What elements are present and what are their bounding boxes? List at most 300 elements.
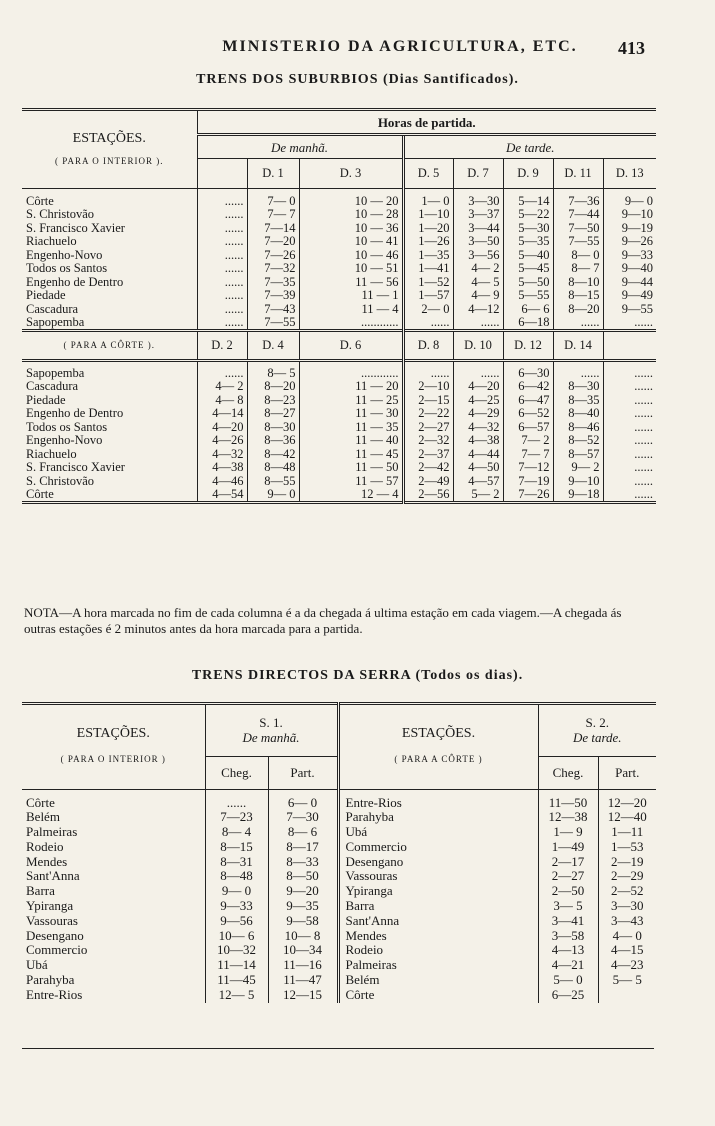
time-cell: 4— 2 [453,262,503,276]
time-cell: 1—10 [403,208,453,222]
time-cell: 12—38 [538,810,598,825]
time-cell: 8—36 [247,434,299,448]
time-cell: 8—15 [205,840,268,855]
time-cell: 4—57 [453,475,503,489]
tarde-header: De tarde. [403,135,656,159]
time-cell: 11 — 45 [299,448,403,462]
table-row [22,825,656,840]
time-cell: ...... [553,316,603,331]
time-cell: 3—37 [453,208,503,222]
estacoes-label: ESTAÇÕES. [72,130,146,146]
time-cell: 1—53 [598,840,656,855]
time-cell: 4—25 [453,394,503,408]
time-cell: 4—23 [598,958,656,973]
time-cell: ...... [603,394,656,408]
inbound-col-header: D. 10 [453,331,503,361]
time-cell: 3— 5 [538,899,598,914]
time-cell: 10 — 41 [299,235,403,249]
time-cell: 7—32 [247,262,299,276]
station-name: Piedade [26,392,66,407]
time-cell: 5—22 [503,208,553,222]
time-cell: 7—43 [247,303,299,317]
time-cell: 11—14 [205,958,268,973]
inbound-col-blank [603,331,656,361]
time-cell: 10 — 46 [299,249,403,263]
time-cell: 7— 7 [503,448,553,462]
station-name: Todos os Santos [26,261,108,276]
station-name: Cascadura [26,379,79,394]
time-cell: 1—52 [403,276,453,290]
s2-label: S. 2. [585,714,609,730]
table-row [22,929,656,944]
time-cell: 2—56 [403,488,453,503]
time-cell: 7— 0 [247,195,299,209]
table-row [22,303,656,317]
station-name: Engenho de Dentro [26,274,124,289]
time-cell: 2—10 [403,380,453,394]
suburb-section-title: TRENS DOS SUBURBIOS (Dias Santificados). [196,72,519,87]
time-cell: 6—47 [503,394,553,408]
time-cell: 6—18 [503,316,553,331]
s1-part-header: Part. [268,757,338,790]
time-cell: 1—20 [403,222,453,236]
time-cell: 9— 0 [603,195,656,209]
time-cell: 5—45 [503,262,553,276]
time-cell: ...... [197,262,247,276]
station-name: Sapopemba [26,315,85,329]
time-cell: 2—17 [538,855,598,870]
table-row [22,973,656,988]
time-cell: 4—21 [538,958,598,973]
serra-para-interior: ( PARA O INTERIOR ) [60,754,166,764]
time-cell: 7—39 [247,289,299,303]
station-name: Côrte [26,193,54,208]
time-cell: 5—55 [503,289,553,303]
time-cell: ...... [197,235,247,249]
time-cell: ...... [453,367,503,381]
time-cell: 3—50 [453,235,503,249]
time-cell: ...... [197,303,247,317]
time-cell: 11 — 30 [299,407,403,421]
time-cell: ...... [453,316,503,331]
station-name: Engenho de Dentro [26,406,124,421]
time-cell: 1—41 [403,262,453,276]
station-name: Palmeiras [338,958,538,973]
time-cell: 12—15 [268,988,338,1003]
time-cell: 1— 9 [538,825,598,840]
time-cell: 1—26 [403,235,453,249]
time-cell: 4—54 [197,488,247,503]
station-name: S. Francisco Xavier [26,220,125,235]
time-cell: 6—57 [503,421,553,435]
time-cell: 2—32 [403,434,453,448]
station-name: Ubá [26,957,48,973]
time-cell: 9—33 [205,899,268,914]
page-number: 413 [618,38,645,58]
time-cell: 6— 0 [268,796,338,811]
s1-header [205,704,338,757]
time-cell: 11—47 [268,973,338,988]
inbound-col-header: D. 6 [299,331,403,361]
time-cell: 9—19 [603,222,656,236]
table-row [22,488,656,503]
time-cell: ...... [603,448,656,462]
time-cell: 5— 0 [538,973,598,988]
time-cell: 10 — 51 [299,262,403,276]
bottom-rule [22,1048,654,1049]
time-cell: 8—31 [205,855,268,870]
time-cell: 1—35 [403,249,453,263]
time-cell: 12— 5 [205,988,268,1003]
time-cell: 5—35 [503,235,553,249]
time-cell: 7—35 [247,276,299,290]
time-cell: 10 — 20 [299,195,403,209]
station-name: Commercio [26,942,88,958]
station-name: Entre-Rios [26,986,83,1002]
time-cell: 7—14 [247,222,299,236]
time-cell: 9— 0 [205,884,268,899]
time-cell: 6— 6 [503,303,553,317]
time-cell: 7—20 [247,235,299,249]
time-cell: 4—20 [453,380,503,394]
serra-estacoes-right: ESTAÇÕES. [401,726,476,742]
suburb-timetable [22,108,656,506]
estacoes-header-cell [22,110,197,189]
station-name: Piedade [26,288,66,303]
station-name: Entre-Rios [338,796,538,811]
time-cell: 3—56 [453,249,503,263]
table-row [22,869,656,884]
station-name: Desengano [26,927,84,943]
station-name: S. Christovão [26,473,95,488]
serra-estacoes-left: ESTAÇÕES. [76,726,150,742]
time-cell: 11 — 57 [299,475,403,489]
time-cell: 7—19 [503,475,553,489]
time-cell: 9—44 [603,276,656,290]
time-cell: 9—56 [205,914,268,929]
time-cell: 8— 5 [247,367,299,381]
station-name: Vassouras [338,869,538,884]
table-row [22,810,656,825]
horas-partida-header: Horas de partida. [197,110,656,135]
time-cell: 7—23 [205,810,268,825]
time-cell: ............ [299,316,403,331]
time-cell: 10 — 36 [299,222,403,236]
time-cell: 3—30 [453,195,503,209]
table-row [22,367,656,381]
time-cell [598,988,656,1003]
time-cell: 7— 2 [503,434,553,448]
time-cell: 7—12 [503,461,553,475]
station-name: Todos os Santos [26,419,108,434]
time-cell: 8—27 [247,407,299,421]
station-name: S. Christovão [26,207,95,222]
time-cell: ............ [299,367,403,381]
time-cell: ...... [197,289,247,303]
table-row [22,235,656,249]
table-row [22,289,656,303]
serra-section-title: TRENS DIRECTOS DA SERRA (Todos os dias). [191,668,524,683]
time-cell: 3—43 [598,914,656,929]
time-cell: 2—27 [403,421,453,435]
time-cell: 4—46 [197,475,247,489]
time-cell: 5— 5 [598,973,656,988]
time-cell: 10— 8 [268,929,338,944]
station-name: Riachuelo [26,446,77,461]
time-cell: 8—23 [247,394,299,408]
s1-sub: De manhã. [242,729,300,745]
time-cell: 9—35 [268,899,338,914]
table-row [22,394,656,408]
time-cell: 8—48 [205,869,268,884]
time-cell: 1—57 [403,289,453,303]
station-name: Sant'Anna [26,868,80,884]
time-cell: 11 — 56 [299,276,403,290]
inbound-col-header: D. 8 [403,331,453,361]
s2-header [538,704,656,757]
time-cell: ...... [603,488,656,503]
time-cell: 4— 2 [197,380,247,394]
time-cell: 8—20 [247,380,299,394]
station-name: Desengano [338,855,538,870]
time-cell: 3—44 [453,222,503,236]
table-row [22,958,656,973]
table-row [22,988,656,1003]
time-cell: 4—38 [197,461,247,475]
time-cell: ...... [197,367,247,381]
station-name: Ypiranga [26,898,74,914]
time-cell: 12—40 [598,810,656,825]
time-cell: 11 — 25 [299,394,403,408]
s1-label: S. 1. [259,714,283,730]
table-row [22,407,656,421]
inbound-col-header: D. 12 [503,331,553,361]
time-cell: 9—18 [553,488,603,503]
time-cell: ...... [403,367,453,381]
station-name: Belém [338,973,538,988]
time-cell: 4—38 [453,434,503,448]
time-cell: 11 — 35 [299,421,403,435]
time-cell: 4—44 [453,448,503,462]
table-row [22,249,656,263]
table-row [22,796,656,811]
time-cell: 4—20 [197,421,247,435]
time-cell: 11—16 [268,958,338,973]
time-cell: 2—19 [598,855,656,870]
time-cell: 12 — 4 [299,488,403,503]
time-cell: 8— 0 [553,249,603,263]
table-row [22,943,656,958]
time-cell: 4—14 [197,407,247,421]
s1-cheg-header: Cheg. [205,757,268,790]
time-cell: 2—22 [403,407,453,421]
time-cell: 4—32 [197,448,247,462]
time-cell: ...... [197,249,247,263]
time-cell: 9—10 [553,475,603,489]
time-cell: ...... [603,421,656,435]
time-cell: 8—46 [553,421,603,435]
time-cell: 9—55 [603,303,656,317]
outbound-col-header: D. 13 [603,159,656,189]
time-cell: 8—30 [247,421,299,435]
time-cell: 8—50 [268,869,338,884]
outbound-col-header: D. 9 [503,159,553,189]
time-cell: 5—30 [503,222,553,236]
time-cell: 8—52 [553,434,603,448]
outbound-col-header: D. 3 [299,159,403,189]
time-cell: 2—52 [598,884,656,899]
serra-para-corte: ( PARA A CÔRTE ) [394,754,483,764]
time-cell: 9—26 [603,235,656,249]
time-cell: ...... [197,195,247,209]
time-cell: 9—49 [603,289,656,303]
station-name: Palmeiras [26,824,78,840]
time-cell: 1—11 [598,825,656,840]
station-name: Sant'Anna [338,914,538,929]
station-name: Ypiranga [338,884,538,899]
time-cell: ...... [603,434,656,448]
para-corte-label: ( PARA A CÔRTE ). [63,340,155,350]
station-name: Vassouras [26,912,78,928]
station-name: Mendes [26,853,68,869]
time-cell: ...... [603,367,656,381]
time-cell: 4—50 [453,461,503,475]
time-cell: 8—35 [553,394,603,408]
time-cell: 7— 7 [247,208,299,222]
time-cell: 10—34 [268,943,338,958]
table-row [22,434,656,448]
time-cell: 8—42 [247,448,299,462]
station-name: Ubá [338,825,538,840]
time-cell: 8—30 [553,380,603,394]
station-name: Barra [338,899,538,914]
time-cell: 2—27 [538,869,598,884]
table-row [22,840,656,855]
time-cell: 9—40 [603,262,656,276]
time-cell: 3—30 [598,899,656,914]
s2-sub: De tarde. [572,729,622,745]
time-cell: 4— 8 [197,394,247,408]
time-cell: 5— 2 [453,488,503,503]
time-cell: 10— 6 [205,929,268,944]
time-cell: ...... [603,461,656,475]
outbound-col-header: D. 7 [453,159,503,189]
time-cell: 2—15 [403,394,453,408]
time-cell: 10—32 [205,943,268,958]
time-cell: 2—42 [403,461,453,475]
table-row [22,448,656,462]
time-cell: 8—20 [553,303,603,317]
time-cell: 4—32 [453,421,503,435]
time-cell: 11—45 [205,973,268,988]
time-cell: ...... [603,316,656,331]
station-name: Sapopemba [26,365,85,380]
time-cell: 5—50 [503,276,553,290]
time-cell: 5—14 [503,195,553,209]
station-name: Cascadura [26,301,79,316]
time-cell: 4— 9 [453,289,503,303]
time-cell: 11—50 [538,796,598,811]
s2-cheg-header: Cheg. [538,757,598,790]
inbound-col-header: D. 4 [247,331,299,361]
time-cell: 8—40 [553,407,603,421]
time-cell: ...... [197,316,247,331]
station-name: Parahyba [338,810,538,825]
serra-right-header-cell [338,704,538,790]
time-cell: 2—50 [538,884,598,899]
time-cell: 4—12 [453,303,503,317]
outbound-col-blank [197,159,247,189]
time-cell: 11 — 20 [299,380,403,394]
station-name: Mendes [338,929,538,944]
time-cell: 9—20 [268,884,338,899]
table-row [22,421,656,435]
serra-left-header-cell [22,704,205,790]
inbound-col-header: D. 14 [553,331,603,361]
table-row [22,208,656,222]
time-cell: 7—36 [553,195,603,209]
station-name: S. Francisco Xavier [26,460,125,475]
time-cell: 7—55 [247,316,299,331]
time-cell: ...... [603,407,656,421]
table-row [22,262,656,276]
station-name: Rodeio [338,943,538,958]
timetable-note: NOTA—A hora marcada no fim de cada columna é a da chegada á ultima estação em cada viagem.—A chegada ás outras estações é 2 minutos antes da hora marcada para a partida. [24,605,622,636]
time-cell: ...... [603,475,656,489]
time-cell: 3—41 [538,914,598,929]
station-name: Côrte [26,487,54,501]
table-row [22,380,656,394]
time-cell: 8—33 [268,855,338,870]
time-cell: ...... [197,208,247,222]
time-cell: 8—48 [247,461,299,475]
time-cell: 6—25 [538,988,598,1003]
table-row [22,899,656,914]
time-cell: 4—13 [538,943,598,958]
station-name: Rodeio [26,838,64,854]
time-cell: 12—20 [598,796,656,811]
para-interior-label: ( PARA O INTERIOR ). [55,155,164,166]
station-name: Commercio [338,840,538,855]
time-cell: 2— 0 [403,303,453,317]
table-row [22,195,656,209]
time-cell: ...... [553,367,603,381]
time-cell: 8—17 [268,840,338,855]
time-cell: 9—10 [603,208,656,222]
time-cell: 8— 4 [205,825,268,840]
time-cell: 9—33 [603,249,656,263]
outbound-col-header: D. 11 [553,159,603,189]
station-name: Côrte [26,794,55,810]
time-cell: 7—26 [503,488,553,503]
table-row [22,461,656,475]
time-cell: 2—37 [403,448,453,462]
time-cell: 7—50 [553,222,603,236]
time-cell: 6—30 [503,367,553,381]
time-cell: 4— 5 [453,276,503,290]
time-cell: 8— 7 [553,262,603,276]
time-cell: 11 — 1 [299,289,403,303]
serra-timetable [22,702,656,1003]
station-name: Parahyba [26,972,75,988]
time-cell: ...... [603,380,656,394]
time-cell: 11 — 50 [299,461,403,475]
manha-header: De manhã. [197,135,403,159]
station-name: Belém [26,809,60,825]
time-cell: 5—40 [503,249,553,263]
time-cell: 6—42 [503,380,553,394]
time-cell: 7—44 [553,208,603,222]
